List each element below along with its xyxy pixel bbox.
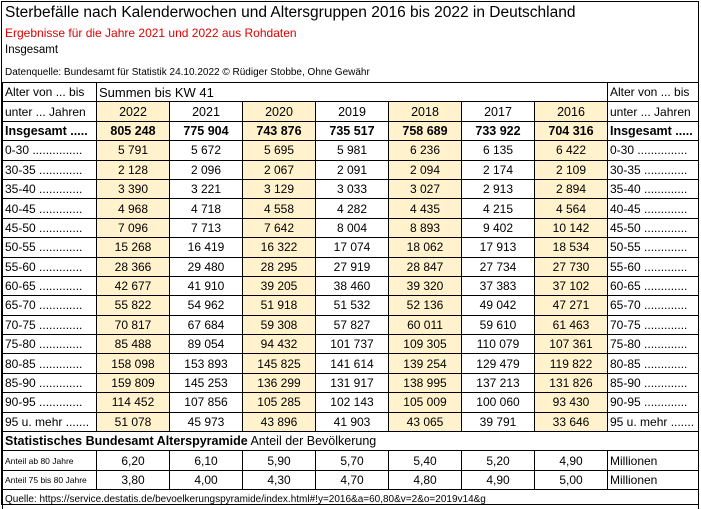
death-count-cell: 2 067 [243,160,316,179]
scope-label: Insgesamt [5,44,59,56]
age-group-label: 75-80 ............. [3,335,97,354]
total-label-right: Insgesamt ..... [608,121,699,140]
death-count-cell: 39 791 [462,412,535,431]
pyramid-heading-bold: Statistisches Bundesamt Alterspyramide [5,434,248,449]
death-count-cell: 5 672 [170,141,243,160]
year-header: 2018 [389,102,462,121]
total-row [3,121,699,140]
year-header: 2020 [243,102,316,121]
table-row [3,218,699,237]
age-group-label: 90-95 ............. [3,393,97,412]
death-count-cell: 4 435 [389,199,462,218]
age-from-label-right: Alter von ... bis [608,83,699,102]
death-count-cell: 105 009 [389,393,462,412]
age-group-label: 85-90 ............. [3,373,97,392]
death-count-cell: 2 091 [316,160,389,179]
total-value: 704 316 [535,121,608,140]
age-group-label: 55-60 ............. [3,257,97,276]
death-count-cell: 7 642 [243,218,316,237]
age-group-label-right: 70-75 ............. [608,315,699,334]
death-count-cell: 61 463 [535,315,608,334]
death-count-cell: 4 564 [535,199,608,218]
pyramid-value: 4,80 [389,470,462,489]
death-count-cell: 52 136 [389,296,462,315]
pyramid-heading-rest: Anteil der Bevölkerung [247,434,377,449]
table-row [3,141,699,160]
total-value: 735 517 [316,121,389,140]
total-value: 805 248 [97,121,170,140]
age-to-label-right: unter ... Jahren [608,102,699,121]
death-count-cell: 100 060 [462,393,535,412]
subtitle: Ergebnisse für die Jahre 2021 und 2022 aus Rohdaten [5,26,297,40]
pyramid-row-label: Anteil ab 80 Jahre [3,451,97,470]
death-count-cell: 3 033 [316,179,389,198]
death-count-cell: 7 713 [170,218,243,237]
death-count-cell: 119 822 [535,354,608,373]
death-count-cell: 107 361 [535,335,608,354]
death-count-cell: 2 894 [535,179,608,198]
death-count-cell: 2 096 [170,160,243,179]
death-count-cell: 114 452 [97,393,170,412]
death-count-cell: 2 913 [462,179,535,198]
death-count-cell: 59 308 [243,315,316,334]
death-count-cell: 6 135 [462,141,535,160]
pyramid-value: 4,30 [243,470,316,489]
age-group-label-right: 95 u. mehr ....... [608,412,699,431]
age-from-label: Alter von ... bis [3,83,97,102]
death-count-cell: 37 383 [462,276,535,295]
death-count-cell: 28 847 [389,257,462,276]
age-group-label-right: 30-35 ............. [608,160,699,179]
deaths-table [2,82,699,509]
death-count-cell: 102 143 [316,393,389,412]
age-group-label: 40-45 ............. [3,199,97,218]
death-count-cell: 27 919 [316,257,389,276]
death-count-cell: 28 366 [97,257,170,276]
death-count-cell: 59 610 [462,315,535,334]
age-group-label-right: 45-50 ............. [608,218,699,237]
death-count-cell: 28 295 [243,257,316,276]
age-group-label: 95 u. mehr ....... [3,412,97,431]
death-count-cell: 41 910 [170,276,243,295]
age-group-label-right: 35-40 ............. [608,179,699,198]
age-group-label-right: 60-65 ............. [608,276,699,295]
death-count-cell: 136 299 [243,373,316,392]
death-count-cell: 3 027 [389,179,462,198]
death-count-cell: 42 677 [97,276,170,295]
death-count-cell: 70 817 [97,315,170,334]
death-count-cell: 18 534 [535,238,608,257]
death-count-cell: 4 215 [462,199,535,218]
death-count-cell: 7 096 [97,218,170,237]
death-count-cell: 43 896 [243,412,316,431]
death-count-cell: 4 282 [316,199,389,218]
death-count-cell: 6 236 [389,141,462,160]
death-count-cell: 51 918 [243,296,316,315]
pyramid-row-label: Anteil 75 bis 80 Jahre [3,470,97,489]
death-count-cell: 94 432 [243,335,316,354]
death-count-cell: 2 094 [389,160,462,179]
total-value: 758 689 [389,121,462,140]
death-count-cell: 41 903 [316,412,389,431]
death-count-cell: 43 065 [389,412,462,431]
death-count-cell: 139 254 [389,354,462,373]
table-row [3,296,699,315]
death-count-cell: 158 098 [97,354,170,373]
death-count-cell: 3 390 [97,179,170,198]
death-count-cell: 16 322 [243,238,316,257]
year-header: 2017 [462,102,535,121]
death-count-cell: 47 271 [535,296,608,315]
pyramid-heading-row [3,432,699,451]
pyramid-value: 5,90 [243,451,316,470]
age-group-label-right: 85-90 ............. [608,373,699,392]
footer-source-url: Quelle: https://service.destatis.de/bevoelkerungspyramide/index.html#!y=2016&a=60,80&v=2&o=2019v14&g [3,490,699,509]
age-group-label: 0-30 ............... [3,141,97,160]
death-count-cell: 49 042 [462,296,535,315]
death-count-cell: 60 011 [389,315,462,334]
footer-row [3,490,699,509]
death-count-cell: 107 856 [170,393,243,412]
age-group-label-right: 0-30 ............... [608,141,699,160]
age-group-label-right: 40-45 ............. [608,199,699,218]
death-count-cell: 3 221 [170,179,243,198]
pyramid-heading [3,432,699,451]
death-count-cell: 54 962 [170,296,243,315]
death-count-cell: 39 320 [389,276,462,295]
table-row [3,257,699,276]
age-group-label-right: 75-80 ............. [608,335,699,354]
death-count-cell: 153 893 [170,354,243,373]
data-source-note: Datenquelle: Bundesamt für Statistik 24.10.2022 © Rüdiger Stobbe, Ohne Gewähr [5,67,370,78]
age-group-label-right: 90-95 ............. [608,393,699,412]
header-row-sum [3,83,699,102]
pyramid-value: 5,70 [316,451,389,470]
death-count-cell: 5 791 [97,141,170,160]
pyramid-value: 5,00 [535,470,608,489]
death-count-cell: 4 558 [243,199,316,218]
death-count-cell: 16 419 [170,238,243,257]
table-row [3,373,699,392]
death-count-cell: 5 981 [316,141,389,160]
age-group-label-right: 50-55 ............. [608,238,699,257]
pyramid-unit: Millionen [608,470,699,489]
death-count-cell: 38 460 [316,276,389,295]
death-count-cell: 4 968 [97,199,170,218]
pyramid-row [3,451,699,470]
death-count-cell: 18 062 [389,238,462,257]
table-row [3,335,699,354]
age-group-label-right: 55-60 ............. [608,257,699,276]
table-row [3,315,699,334]
table-row [3,354,699,373]
sum-label: Summen bis KW 41 [97,83,608,102]
death-count-cell: 51 078 [97,412,170,431]
pyramid-value: 4,90 [462,470,535,489]
pyramid-value: 4,00 [170,470,243,489]
death-count-cell: 101 737 [316,335,389,354]
death-count-cell: 45 973 [170,412,243,431]
death-count-cell: 159 809 [97,373,170,392]
death-count-cell: 3 129 [243,179,316,198]
death-count-cell: 15 268 [97,238,170,257]
death-count-cell: 8 004 [316,218,389,237]
age-group-label-right: 80-85 ............. [608,354,699,373]
age-group-label: 50-55 ............. [3,238,97,257]
age-group-label: 70-75 ............. [3,315,97,334]
death-count-cell: 9 402 [462,218,535,237]
death-count-cell: 2 109 [535,160,608,179]
header-row-years [3,102,699,121]
death-count-cell: 37 102 [535,276,608,295]
age-group-label: 35-40 ............. [3,179,97,198]
pyramid-value: 5,20 [462,451,535,470]
death-count-cell: 131 826 [535,373,608,392]
death-count-cell: 110 079 [462,335,535,354]
death-count-cell: 55 822 [97,296,170,315]
table-row [3,412,699,431]
death-count-cell: 138 995 [389,373,462,392]
year-header: 2016 [535,102,608,121]
pyramid-value: 3,80 [97,470,170,489]
age-group-label: 45-50 ............. [3,218,97,237]
death-count-cell: 4 718 [170,199,243,218]
death-count-cell: 27 730 [535,257,608,276]
death-count-cell: 141 614 [316,354,389,373]
death-count-cell: 137 213 [462,373,535,392]
pyramid-value: 4,70 [316,470,389,489]
age-group-label: 80-85 ............. [3,354,97,373]
table-row [3,393,699,412]
age-group-label: 30-35 ............. [3,160,97,179]
death-count-cell: 93 430 [535,393,608,412]
pyramid-value: 5,40 [389,451,462,470]
death-count-cell: 27 734 [462,257,535,276]
death-count-cell: 17 913 [462,238,535,257]
death-count-cell: 105 285 [243,393,316,412]
total-value: 775 904 [170,121,243,140]
death-count-cell: 10 142 [535,218,608,237]
death-count-cell: 6 422 [535,141,608,160]
total-value: 743 876 [243,121,316,140]
table-row [3,179,699,198]
pyramid-value: 6,10 [170,451,243,470]
pyramid-value: 4,90 [535,451,608,470]
death-count-cell: 29 480 [170,257,243,276]
death-count-cell: 145 253 [170,373,243,392]
death-count-cell: 109 305 [389,335,462,354]
death-count-cell: 2 128 [97,160,170,179]
year-header: 2021 [170,102,243,121]
table-row [3,199,699,218]
death-count-cell: 8 893 [389,218,462,237]
age-group-label: 60-65 ............. [3,276,97,295]
age-group-label-right: 65-70 ............. [608,296,699,315]
death-count-cell: 33 646 [535,412,608,431]
death-count-cell: 67 684 [170,315,243,334]
death-count-cell: 39 205 [243,276,316,295]
death-count-cell: 2 174 [462,160,535,179]
pyramid-unit: Millionen [608,451,699,470]
death-count-cell: 5 695 [243,141,316,160]
death-count-cell: 51 532 [316,296,389,315]
year-header: 2022 [97,102,170,121]
page-title: Sterbefälle nach Kalenderwochen und Altersgruppen 2016 bis 2022 in Deutschland [5,4,576,21]
death-count-cell: 145 825 [243,354,316,373]
total-label: Insgesamt ..... [3,121,97,140]
age-group-label: 65-70 ............. [3,296,97,315]
table-row [3,160,699,179]
age-to-label: unter ... Jahren [3,102,97,121]
pyramid-row [3,470,699,489]
pyramid-value: 6,20 [97,451,170,470]
year-header: 2019 [316,102,389,121]
table-row [3,238,699,257]
death-count-cell: 89 054 [170,335,243,354]
death-count-cell: 129 479 [462,354,535,373]
table-row [3,276,699,295]
death-count-cell: 85 488 [97,335,170,354]
death-count-cell: 57 827 [316,315,389,334]
death-count-cell: 131 917 [316,373,389,392]
total-value: 733 922 [462,121,535,140]
death-count-cell: 17 074 [316,238,389,257]
